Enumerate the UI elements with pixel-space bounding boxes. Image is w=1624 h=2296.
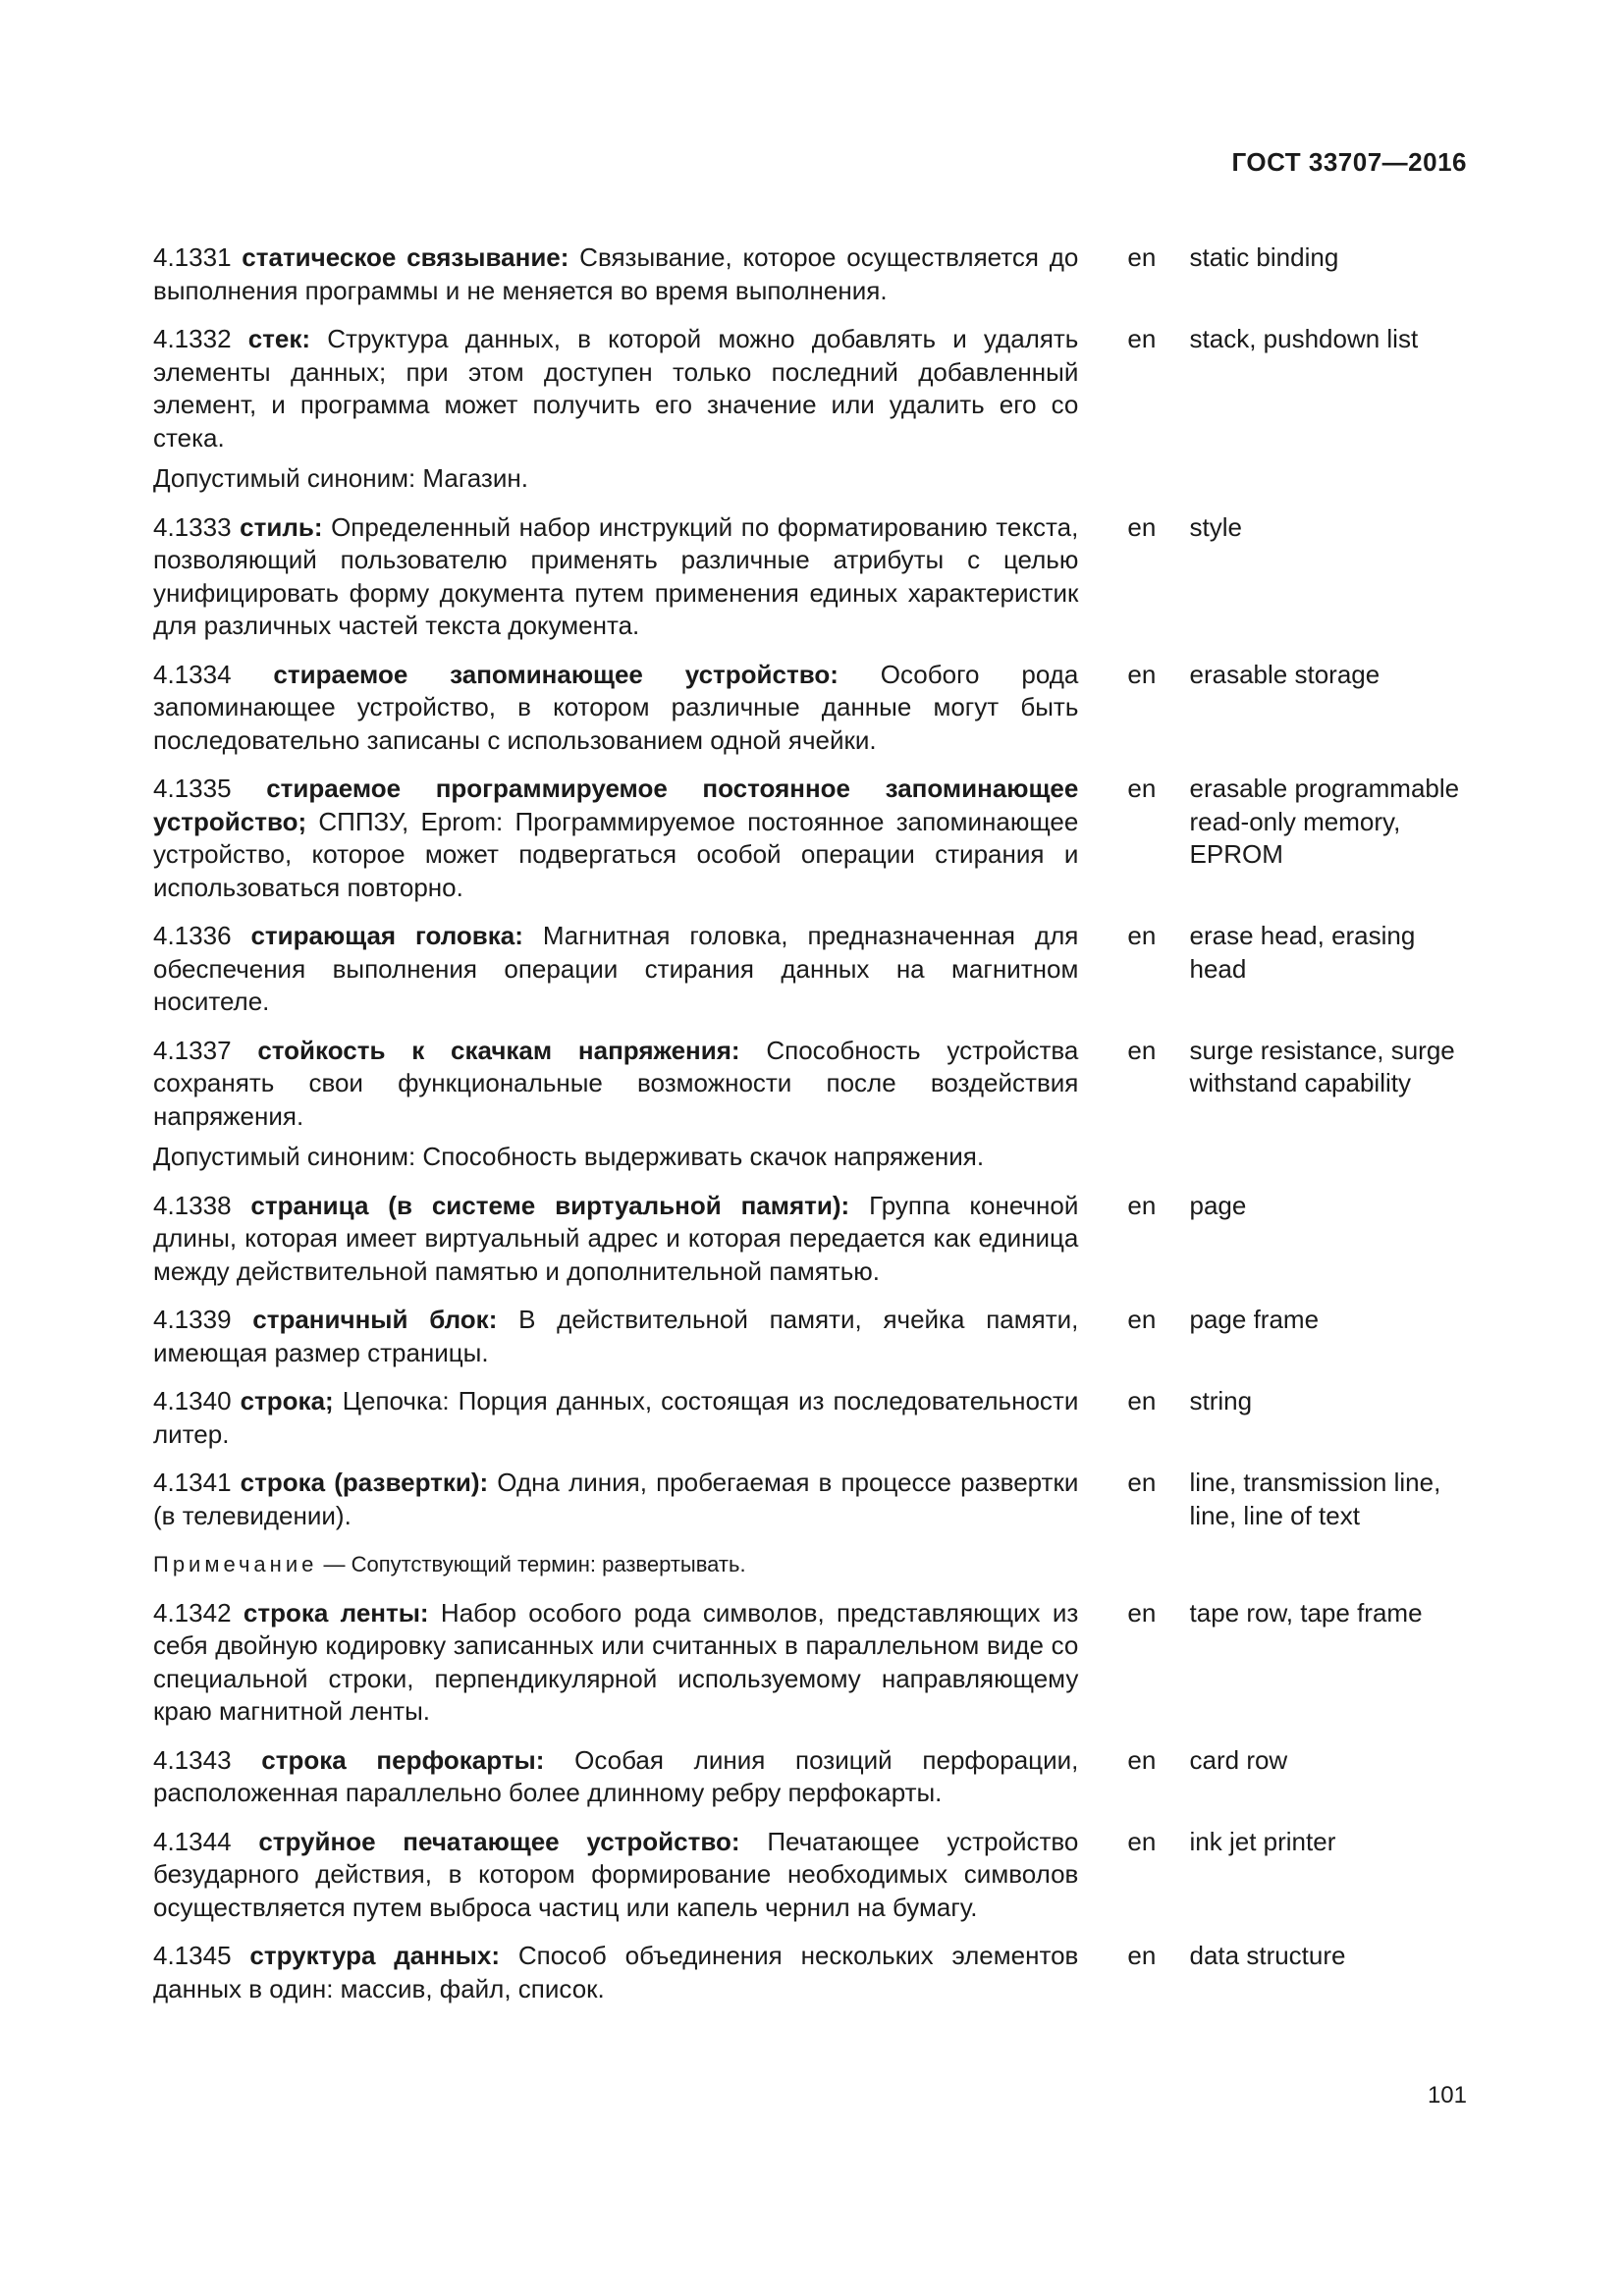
term-entry xyxy=(153,659,1479,758)
entry-text xyxy=(153,323,1078,496)
entry-number: 4.1344 xyxy=(153,1826,232,1856)
entry-term: стираемое запоминающее устройство: xyxy=(273,659,839,689)
entry-number: 4.1334 xyxy=(153,659,232,689)
entry-number: 4.1341 xyxy=(153,1468,232,1497)
page-number: 101 xyxy=(1427,2082,1467,2109)
entry-number: 4.1340 xyxy=(153,1386,232,1415)
entry-english-term: tape row, tape frame xyxy=(1189,1597,1423,1628)
entry-english-term: static binding xyxy=(1189,242,1339,272)
entry-language: en xyxy=(1127,921,1157,950)
entry-definition: Способность устройства сохранять свои функциональные возможности после воздействия напряжения. xyxy=(153,1035,1079,1131)
entry-language: en xyxy=(1127,774,1157,803)
entry-definition: СППЗУ, Eprom: Программируемое постоянное запоминающее устройство, которое может подвергаться особой операции стирания и использоваться повторно. xyxy=(153,806,1079,902)
entry-term: стираемое программируемое постоянное запоминающее устройство; xyxy=(153,774,1079,836)
entry-synonym: Допустимый синоним: Магазин. xyxy=(153,463,528,493)
entry-language: en xyxy=(1127,1035,1157,1065)
entry-definition: Группа конечной длины, которая имеет виртуальный адрес и которая передается как единица между действительной памятью и дополнительной памятью. xyxy=(153,1190,1079,1286)
entry-language: en xyxy=(1127,1305,1157,1334)
entry-language: en xyxy=(1127,659,1157,689)
entry-text xyxy=(153,659,1078,758)
entry-term: стек: xyxy=(247,324,311,353)
entry-definition: В действительной памяти, ячейка памяти, имеющая размер страницы. xyxy=(153,1305,1079,1367)
entry-english-term: string xyxy=(1189,1386,1253,1415)
entry-definition: Цепочка: Порция данных, состоящая из последовательности литер. xyxy=(153,1386,1079,1449)
entry-term: страница (в системе виртуальной памяти): xyxy=(250,1190,850,1220)
entry-term: стойкость к скачкам напряжения: xyxy=(257,1035,740,1065)
entry-number: 4.1338 xyxy=(153,1190,232,1220)
entry-number: 4.1343 xyxy=(153,1744,232,1775)
entry-english-term: card row xyxy=(1189,1744,1288,1775)
entry-term: строка ленты: xyxy=(243,1597,429,1628)
entry-text xyxy=(153,241,1078,307)
entry-definition: Одна линия, пробегаемая в процессе развертки (в телевидении). xyxy=(153,1468,1079,1530)
entry-language: en xyxy=(1127,1386,1157,1415)
entry-text xyxy=(153,1190,1078,1289)
entry-language: en xyxy=(1127,324,1157,353)
entry-text xyxy=(153,1467,1078,1581)
entry-definition: Определенный набор инструкций по форматированию текста, позволяющий пользователю применять различные атрибуты с целью унифицировать форму документа путем применения единых характеристик для различных частей текста документа. xyxy=(153,511,1079,640)
entry-language: en xyxy=(1127,1826,1157,1856)
entry-number: 4.1345 xyxy=(153,1941,232,1970)
entry-english-term: page xyxy=(1189,1190,1247,1220)
page-header-title: ГОСТ 33707—2016 xyxy=(1231,147,1467,177)
term-entry xyxy=(153,323,1479,496)
term-entry xyxy=(153,1304,1479,1369)
entry-number: 4.1336 xyxy=(153,921,232,950)
entry-language: en xyxy=(1127,1597,1157,1628)
term-entry xyxy=(153,1597,1479,1729)
entry-number: 4.1337 xyxy=(153,1035,232,1065)
entry-text xyxy=(153,1597,1078,1729)
entry-definition: Магнитная головка, предназначенная для обеспечения выполнения операции стирания данных на магнитном носителе. xyxy=(153,921,1079,1016)
entry-text xyxy=(153,1744,1078,1810)
entry-note xyxy=(153,1548,1078,1581)
term-entry xyxy=(153,1035,1479,1174)
entry-english-term: style xyxy=(1189,511,1242,542)
entry-language: en xyxy=(1127,1744,1157,1775)
entry-definition: Связывание, которое осуществляется до выполнения программы и не меняется во время выполнения. xyxy=(153,242,1079,305)
entry-language: en xyxy=(1127,1941,1157,1970)
entry-synonym: Допустимый синоним: Способность выдерживать скачок напряжения. xyxy=(153,1142,985,1171)
entry-english-term: ink jet printer xyxy=(1189,1826,1336,1856)
term-entry xyxy=(153,1826,1479,1925)
term-entry xyxy=(153,1190,1479,1289)
term-entry xyxy=(153,1385,1479,1451)
entry-number: 4.1339 xyxy=(153,1305,232,1334)
entry-text xyxy=(153,1826,1078,1925)
entry-number: 4.1332 xyxy=(153,324,232,353)
entry-text xyxy=(153,1940,1078,2005)
entry-term: строка (развертки): xyxy=(240,1468,489,1497)
term-entry xyxy=(153,241,1479,307)
entry-definition: Особого рода запоминающее устройство, в котором различные данные могут быть последовательно записаны с использованием одной ячейки. xyxy=(153,659,1079,755)
entry-number: 4.1342 xyxy=(153,1597,232,1628)
entry-term: страничный блок: xyxy=(252,1305,498,1334)
entry-language: en xyxy=(1127,511,1157,542)
entry-english-term: page frame xyxy=(1189,1305,1320,1334)
note-text: — Сопутствующий термин: развертывать. xyxy=(317,1552,746,1576)
entry-language: en xyxy=(1127,1190,1157,1220)
entry-text xyxy=(153,1304,1078,1369)
entry-term: строка перфокарты: xyxy=(261,1744,545,1775)
entry-term: структура данных: xyxy=(249,1941,500,1970)
entry-definition: Способ объединения нескольких элементов данных в один: массив, файл, список. xyxy=(153,1941,1079,2003)
entry-term: стиль: xyxy=(240,511,323,542)
note-label: Примечание xyxy=(153,1552,318,1576)
term-entry xyxy=(153,511,1479,643)
entry-number: 4.1331 xyxy=(153,242,232,272)
entry-text xyxy=(153,1035,1078,1174)
entry-number: 4.1335 xyxy=(153,774,232,803)
entry-language: en xyxy=(1127,1468,1157,1497)
term-entry xyxy=(153,1467,1479,1581)
entry-text xyxy=(153,1385,1078,1451)
term-entry xyxy=(153,1744,1479,1810)
entry-english-term: erasable storage xyxy=(1189,659,1380,689)
entry-english-term: erasable programmable read-only memory, EPROM xyxy=(1189,774,1460,869)
entry-english-term: erase head, erasing head xyxy=(1189,921,1416,984)
entry-english-term: line, transmission line, line, line of text xyxy=(1189,1468,1441,1530)
term-entry xyxy=(153,1940,1479,2005)
entry-english-term: data structure xyxy=(1189,1941,1346,1970)
term-entry xyxy=(153,920,1479,1019)
entry-definition: Особая линия позиций перфорации, расположенная параллельно более длинному ребру перфокарты. xyxy=(153,1744,1079,1807)
entry-text xyxy=(153,511,1078,643)
entry-english-term: surge resistance, surge withstand capability xyxy=(1189,1035,1455,1097)
entry-definition: Печатающее устройство безударного действия, в котором формирование необходимых символов осуществляется путем выброса частиц или капель чернил на бумагу. xyxy=(153,1826,1079,1922)
term-entry xyxy=(153,773,1479,904)
entry-term: строка; xyxy=(240,1386,334,1415)
entry-english-term: stack, pushdown list xyxy=(1189,324,1419,353)
entry-term: стирающая головка: xyxy=(250,921,523,950)
entry-text xyxy=(153,773,1078,904)
entry-definition: Структура данных, в которой можно добавлять и удалять элементы данных; при этом доступен только последний добавленный элемент, и программа может получить его значение или удалить его со стека. xyxy=(153,324,1079,453)
entry-text xyxy=(153,920,1078,1019)
term-entries xyxy=(153,241,1479,2021)
entry-number: 4.1333 xyxy=(153,511,232,542)
entry-definition: Набор особого рода символов, представляющих из себя двойную кодировку записанных или считанных в параллельном виде со специальной строки, перпендикулярной используемому направляющему краю магнитной ленты. xyxy=(153,1597,1079,1726)
entry-language: en xyxy=(1127,242,1157,272)
entry-term: статическое связывание: xyxy=(242,242,569,272)
entry-term: струйное печатающее устройство: xyxy=(258,1826,740,1856)
